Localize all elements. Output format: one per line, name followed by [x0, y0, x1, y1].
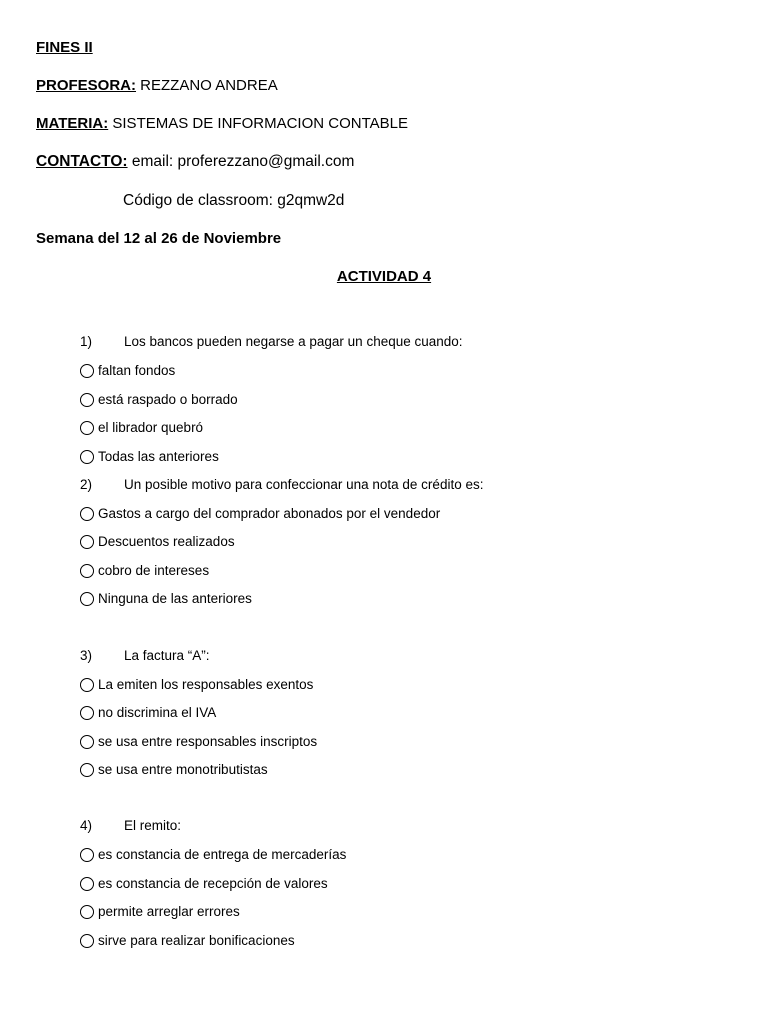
option-4d[interactable]	[80, 932, 295, 950]
question-text: Un posible motivo para confeccionar una nota de crédito es:	[124, 477, 484, 492]
option-1c[interactable]	[80, 419, 203, 437]
option-2b[interactable]	[80, 533, 235, 551]
radio-button[interactable]	[80, 905, 94, 919]
option-4b[interactable]	[80, 875, 328, 893]
question-number: 4)	[80, 818, 93, 833]
radio-button[interactable]	[80, 848, 94, 862]
teacher-name: REZZANO ANDREA	[136, 77, 278, 94]
option-label: Descuentos realizados	[98, 534, 235, 549]
subject-name: SISTEMAS DE INFORMACION CONTABLE	[108, 115, 408, 132]
option-2d[interactable]	[80, 590, 252, 608]
option-label: es constancia de recepción de valores	[98, 876, 328, 891]
option-label: Gastos a cargo del comprador abonados por el vendedor	[98, 506, 441, 521]
option-1b[interactable]	[80, 391, 238, 409]
document-title	[36, 38, 93, 58]
option-1d[interactable]	[80, 448, 219, 466]
option-label: Ninguna de las anteriores	[98, 591, 252, 606]
question-number: 1)	[80, 334, 93, 349]
option-3b[interactable]	[80, 704, 216, 722]
title-text: FINES II	[36, 39, 93, 56]
question-text: Los bancos pueden negarse a pagar un cheque cuando:	[124, 334, 463, 349]
option-label: Todas las anteriores	[98, 449, 219, 464]
option-label: se usa entre monotributistas	[98, 762, 268, 777]
radio-button[interactable]	[80, 592, 94, 606]
question-4	[80, 817, 181, 835]
radio-button[interactable]	[80, 364, 94, 378]
teacher-label: PROFESORA:	[36, 77, 137, 94]
option-1a[interactable]	[80, 362, 175, 380]
subject-line	[36, 114, 408, 134]
classroom-code: Código de classroom: g2qmw2d	[123, 192, 345, 209]
question-number: 3)	[80, 648, 93, 663]
radio-button[interactable]	[80, 564, 94, 578]
option-4c[interactable]	[80, 903, 240, 921]
contact-label: CONTACTO:	[36, 153, 128, 170]
week-range: Semana del 12 al 26 de Noviembre	[36, 230, 282, 247]
option-3d[interactable]	[80, 761, 268, 779]
question-text: El remito:	[124, 818, 182, 833]
option-4a[interactable]	[80, 846, 346, 864]
question-text: La factura “A”:	[124, 648, 210, 663]
option-label: se usa entre responsables inscriptos	[98, 734, 318, 749]
radio-button[interactable]	[80, 393, 94, 407]
subject-label: MATERIA:	[36, 115, 109, 132]
teacher-line	[36, 76, 278, 96]
option-3a[interactable]	[80, 676, 313, 694]
activity-title: ACTIVIDAD 4	[336, 268, 432, 285]
option-label: cobro de intereses	[98, 563, 210, 578]
radio-button[interactable]	[80, 763, 94, 777]
question-2	[80, 476, 483, 494]
option-label: faltan fondos	[98, 363, 176, 378]
question-3	[80, 647, 210, 665]
radio-button[interactable]	[80, 450, 94, 464]
question-1	[80, 333, 463, 351]
radio-button[interactable]	[80, 735, 94, 749]
radio-button[interactable]	[80, 535, 94, 549]
option-2a[interactable]	[80, 505, 440, 523]
radio-button[interactable]	[80, 421, 94, 435]
option-label: es constancia de entrega de mercaderías	[98, 847, 347, 862]
radio-button[interactable]	[80, 877, 94, 891]
radio-button[interactable]	[80, 706, 94, 720]
radio-button[interactable]	[80, 507, 94, 521]
contact-line	[36, 152, 354, 172]
option-label: el librador quebró	[98, 420, 204, 435]
option-3c[interactable]	[80, 733, 317, 751]
radio-button[interactable]	[80, 678, 94, 692]
option-label: sirve para realizar bonificaciones	[98, 933, 295, 948]
option-label: La emiten los responsables exentos	[98, 677, 314, 692]
radio-button[interactable]	[80, 934, 94, 948]
option-label: no discrimina el IVA	[98, 705, 217, 720]
question-number: 2)	[80, 477, 93, 492]
option-label: está raspado o borrado	[98, 392, 238, 407]
contact-email: email: proferezzano@gmail.com	[127, 153, 355, 170]
option-2c[interactable]	[80, 562, 209, 580]
option-label: permite arreglar errores	[98, 904, 240, 919]
